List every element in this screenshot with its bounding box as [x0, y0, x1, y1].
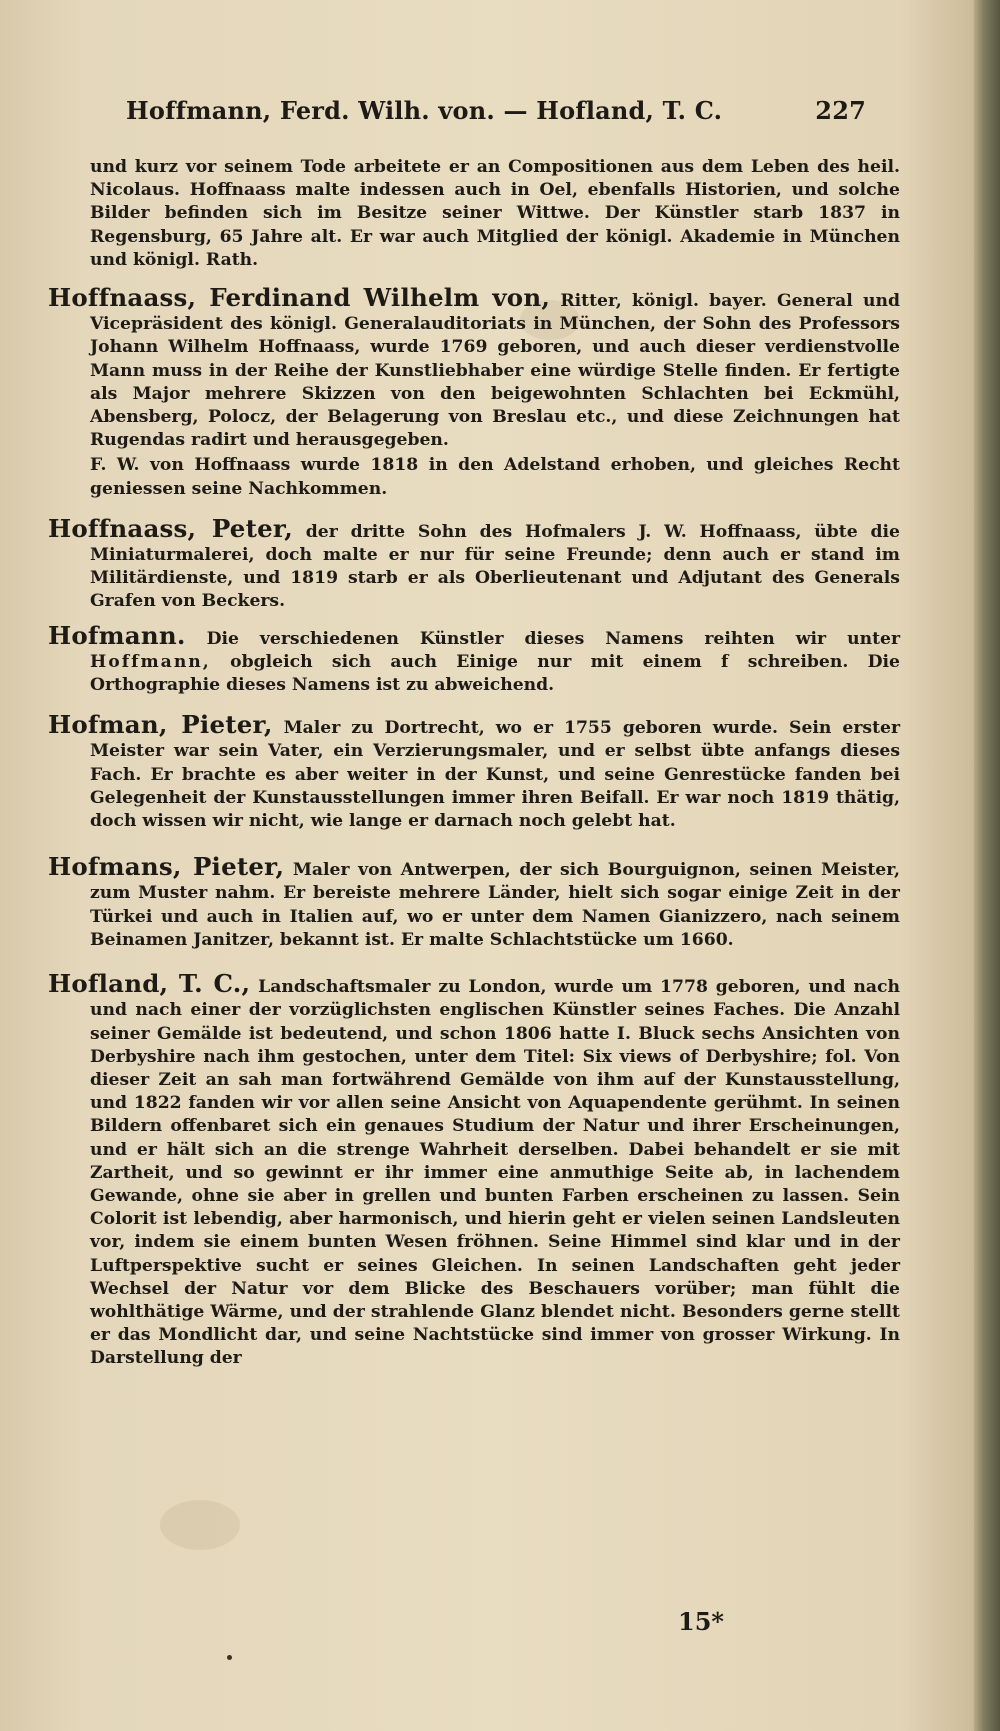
entry-hoffnaass-peter: [48, 513, 900, 614]
entry-text: Maler von Antwerpen, der sich Bourguignon, seinen Meister, zum Muster nahm. Er bereiste mehrere Länder, hielt sich sogar einige Zeit in der Türkei und auch in Italien auf, wo er unter dem Namen Gianizzero, nach seinem Beinamen Janitzer, bekannt ist. Er malte Schlachtstücke um 1660.: [90, 860, 901, 950]
entry-heading: Hoffnaass, Ferdinand Wilhelm von,: [48, 283, 551, 313]
entry-text: obgleich sich auch Einige nur mit einem f schreiben. Die Orthographie dieses Namens ist zu abweichend.: [90, 651, 900, 696]
entry-text: Ritter, königl. bayer. General und Vicepräsident des königl. Generalauditoriats in München, der Sohn des Professors Johann Wilhelm Hoffnaass, wurde 1769 geboren, und auch dieser verdienstvolle Mann muss in der Reihe der Kunstliebhaber eine würdige Stelle finden. Er fertigte als Major mehrere Skizzen von den beigewohnten Schlachten bei Eckmühl, Abensberg, Polocz, der Belagerung von Breslau etc., und diese Zeichnungen hat Rugendas radirt und herausgegeben.: [90, 291, 900, 451]
entry-heading: Hofland, T. C.,: [48, 969, 251, 999]
paper-stain: [160, 1500, 240, 1550]
continuation-paragraph: und kurz vor seinem Tode arbeitete er an Compositionen aus dem Leben des heil. Nicolaus. Hoffnaass malte indessen auch in Oel, ebenfalls Historien, und solche Bilder befinden sich im Besitze seiner Wittwe. Der Künstler starb 1837 in Regensburg, 65 Jahre alt. Er war auch Mitglied der königl. Akademie in München und königl. Rath.: [90, 157, 900, 270]
entry-hofmann: [48, 620, 900, 698]
book-spine-edge: [974, 0, 1000, 1731]
entry-hofland: [48, 969, 901, 1370]
entry-hofman-pieter: [48, 710, 901, 833]
entry-heading: Hofmann.: [48, 620, 186, 650]
entry-text-spaced: Hoffmann,: [90, 651, 211, 672]
entry-heading: Hoffnaass, Peter,: [48, 513, 293, 543]
entry-text: der dritte Sohn des Hofmalers J. W. Hoffnaass, übte die Miniaturmalerei, doch malte er nur für seine Freunde; denn auch er stand im Militärdienste, und 1819 starb er als Oberlieutenant und Adjutant des Generals Grafen von Beckers.: [90, 521, 900, 612]
running-title: Hoffmann, Ferd. Wilh. von. — Hofland, T. C.: [126, 96, 723, 125]
entry-heading: Hofman, Pieter,: [48, 710, 273, 740]
entry-hofmans-pieter: [48, 852, 901, 952]
entry-hoffnaass-ferdinand: [48, 283, 900, 501]
entry-text: Maler zu Dortrecht, wo er 1755 geboren wurde. Sein erster Meister war sein Vater, ein Verzierungsmaler, und er selbst übte anfangs dieses Fach. Er brachte es aber weiter in der Kunst, und seine Genrestücke fanden bei Gelegenheit der Kunstausstellungen immer ihren Beifall. Er war noch 1819 thätig, doch wissen wir nicht, wie lange er darnach noch gelebt hat.: [90, 718, 901, 832]
page-body: [48, 156, 900, 1371]
signature-mark: 15*: [678, 1607, 724, 1636]
page-number: 227: [815, 96, 866, 125]
entry-text: Die verschiedenen Künstler dieses Namens reihten wir unter: [206, 628, 900, 649]
entry-text: Landschaftsmaler zu London, wurde um 1778 geboren, und nach und nach einer der vorzüglichsten englischen Künstler seines Faches. Die Anzahl seiner Gemälde ist bedeutend, und schon 1806 hatte I. Bluck sechs Ansichten von Derbyshire nach ihm gestochen, unter dem Titel: Six views of Derbyshire; fol. Von dieser Zeit an sah man fortwährend Gemälde von ihm auf der Kunstausstellung, und 1822 fanden wir vor allen seine Ansicht von Aquapendente gerühmt. In seinen Bildern offenbaret sich ein genaues Studium der Natur und ihrer Erscheinungen, und er hält sich an die strenge Wahrheit derselben. Dabei behandelt er sie mit Zartheit, und so gewinnt er ihr immer eine anmuthige Seite ab, in lachendem Gewande, ohne sie aber in grellen und bunten Farben erscheinen zu lassen. Sein Colorit ist lebendig, aber harmonisch, und hierin geht er vielen seinen Landsleuten vor, indem sie einem bunten Wesen fröhnen. Seine Himmel sind klar und in der Luftperspektive sucht er seines Gleichen. In seinen Landschaften geht jeder Wechsel der Natur vor dem Blicke des Beschauers vorüber; man fühlt die wohlthätige Wärme, und der strahlende Glanz blendet nicht. Besonders gerne stellt er das Mondlicht dar, und seine Nachtstücke sind immer von grosser Wirkung. In Darstellung der: [90, 977, 901, 1369]
ink-dot: [227, 1655, 232, 1660]
running-header: [126, 96, 866, 125]
entry-heading: Hofmans, Pieter,: [48, 852, 285, 882]
entry-text-continued: F. W. von Hoffnaass wurde 1818 in den Adelstand erhoben, und gleiches Recht geniessen seine Nachkommen.: [90, 455, 900, 499]
